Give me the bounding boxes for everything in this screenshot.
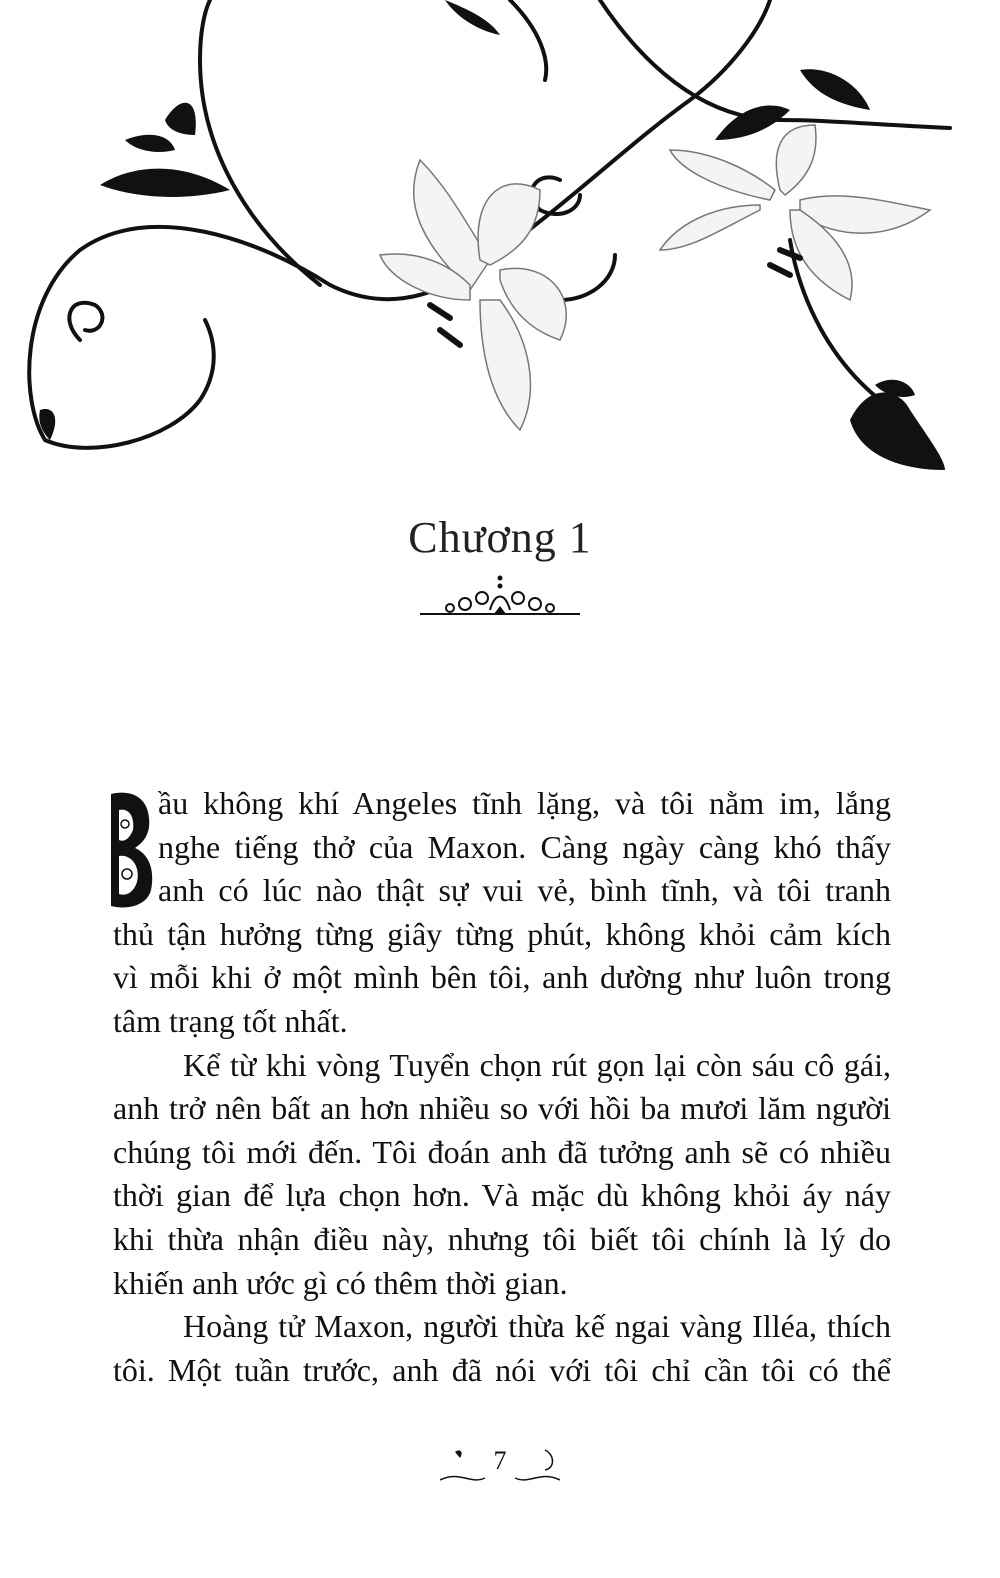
page-number: 7 [493, 1446, 507, 1475]
text-line: anh trở nên bất an hơn nhiều so với hồi ba mươi lăm người [113, 1090, 891, 1127]
chapter-divider-ornament [420, 570, 580, 620]
text-line: anh có lúc nào thật sự vui vẻ, bình tĩnh, và tôi tranh [158, 872, 891, 909]
text-line: thủ tận hưởng từng giây từng phút, không khỏi cảm kích [113, 915, 891, 952]
text-line: nghe tiếng thở của Maxon. Càng ngày càng khó thấy [158, 828, 891, 865]
text-line: tâm trạng tốt nhất. [113, 1002, 348, 1039]
floral-lily-ornament [0, 0, 1000, 480]
text-line: tôi. Một tuần trước, anh đã nói với tôi chỉ cần tôi có thể [113, 1351, 891, 1388]
text-line: vì mỗi khi ở một mình bên tôi, anh dường như luôn trong [113, 959, 891, 996]
drop-cap-letter [107, 790, 155, 910]
text-line: ầu không khí Angeles tĩnh lặng, và tôi nằm im, lắng [158, 785, 891, 821]
text-line: Kể từ khi vòng Tuyển chọn rút gọn lại còn sáu cô gái, [183, 1046, 891, 1083]
text-line: thời gian để lựa chọn hơn. Và mặc dù không khỏi áy náy [113, 1177, 891, 1214]
chapter-title: Chương 1 [408, 513, 592, 562]
text-line: chúng tôi mới đến. Tôi đoán anh đã tưởng anh sẽ có nhiều [113, 1133, 891, 1170]
text-line: Hoàng tử Maxon, người thừa kế ngai vàng Illéa, thích [183, 1308, 891, 1345]
chapter-body-text [113, 782, 891, 1392]
text-line: khiến anh ước gì có thêm thời gian. [113, 1264, 568, 1301]
text-line: khi thừa nhận điều này, nhưng tôi biết tôi chính là lý do [113, 1220, 891, 1257]
